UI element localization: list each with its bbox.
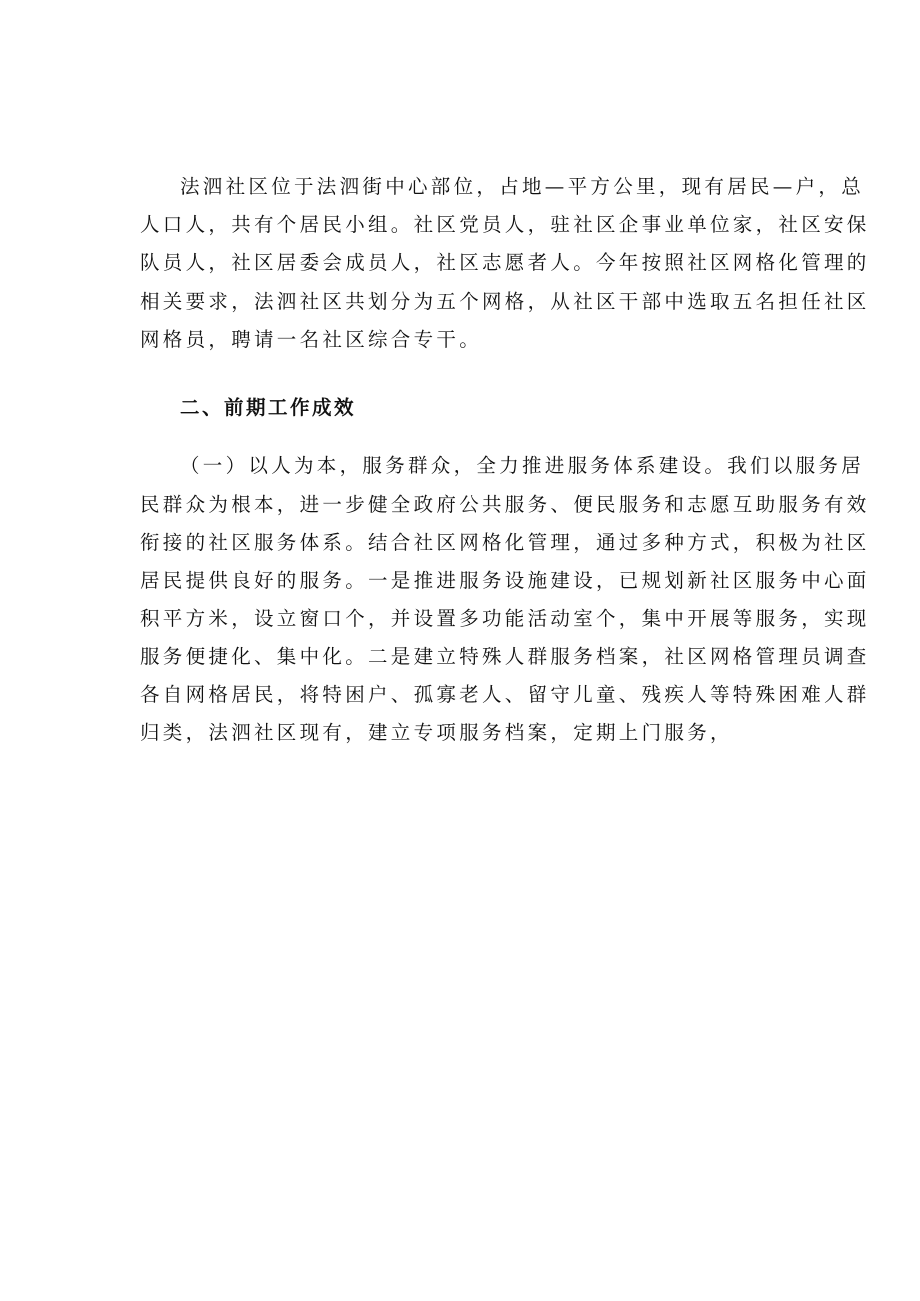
paragraph-2-line-1: （一）以人为本，服务群众，全力推进服务体系建设。我们以服务居 xyxy=(180,454,865,477)
paragraph-2-line-7: 各自网格居民，将特困户、孤寡老人、留守儿童、残疾人等特殊困难人群 xyxy=(140,683,870,706)
paragraph-1-line-2: 人口人，共有个居民小组。社区党员人，驻社区企事业单位家，社区安保 xyxy=(140,213,870,236)
paragraph-2-line-2: 民群众为根本，进一步健全政府公共服务、便民服务和志愿互助服务有效 xyxy=(140,493,870,516)
paragraph-1-line-4: 相关要求，法泗社区共划分为五个网格，从社区干部中选取五名担任社区 xyxy=(140,290,870,313)
paragraph-2-line-4: 居民提供良好的服务。一是推进服务设施建设，已规划新社区服务中心面 xyxy=(140,569,870,592)
paragraph-2-line-6: 服务便捷化、集中化。二是建立特殊人群服务档案，社区网格管理员调查 xyxy=(140,645,870,668)
paragraph-2-line-8: 归类，法泗社区现有，建立专项服务档案，定期上门服务， xyxy=(140,721,733,744)
section-heading: 二、前期工作成效 xyxy=(180,396,357,419)
paragraph-2-line-3: 衔接的社区服务体系。结合社区网格化管理，通过多种方式，积极为社区 xyxy=(140,531,870,554)
paragraph-1-line-5: 网格员，聘请一名社区综合专干。 xyxy=(140,328,483,351)
paragraph-1-line-1: 法泗社区位于法泗街中心部位，占地—平方公里，现有居民—户，总 xyxy=(180,175,865,198)
paragraph-2-line-5: 积平方米，设立窗口个，并设置多功能活动室个，集中开展等服务，实现 xyxy=(140,607,870,630)
paragraph-1-line-3: 队员人，社区居委会成员人，社区志愿者人。今年按照社区网格化管理的 xyxy=(140,251,870,274)
